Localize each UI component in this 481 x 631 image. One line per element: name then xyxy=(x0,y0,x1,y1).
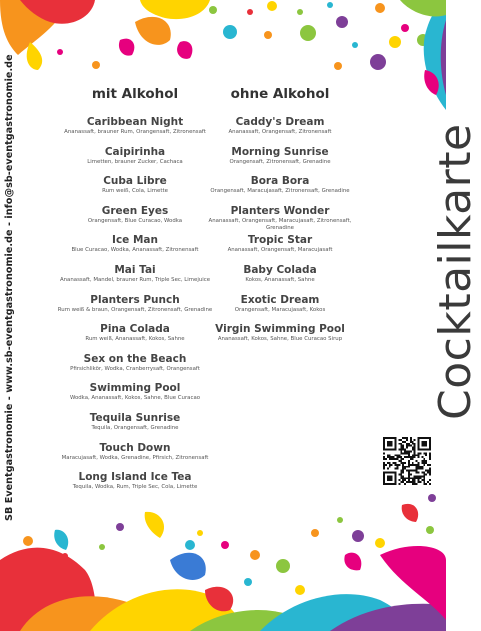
drink-item xyxy=(55,382,215,412)
drink-item xyxy=(55,205,215,235)
top-dot-15 xyxy=(92,61,100,69)
drink-ingredients: Orangensaft, Zitronensaft, Grenadine xyxy=(229,158,331,165)
drink-ingredients: Rum weiß, Cola, Limette xyxy=(102,188,168,195)
bottom-magenta-drop xyxy=(344,553,361,571)
top-dot-14 xyxy=(57,49,63,55)
drink-ingredients: Ananassaft, Kokos, Sahne, Blue Curacao Sirup xyxy=(217,336,343,343)
top-dot-4 xyxy=(267,1,277,11)
bottom-dot-14 xyxy=(295,585,305,595)
bottom-dot-5 xyxy=(221,541,229,549)
bottom-dot-11 xyxy=(352,530,364,542)
drink-name: Ice Man xyxy=(112,234,158,247)
top-dot-2 xyxy=(209,6,217,14)
drink-item xyxy=(205,234,355,264)
top-dot-8 xyxy=(336,16,348,28)
top-dot-12 xyxy=(401,24,409,32)
top-dot-9 xyxy=(327,2,333,8)
drink-ingredients: Limetten, brauner Zucker, Cachaca xyxy=(87,158,183,165)
bottom-dot-1 xyxy=(116,523,124,531)
drink-item xyxy=(205,116,355,146)
drink-ingredients: Rum weiß & braun, Orangensaft, Zitronensaft, Grenadine xyxy=(57,306,213,313)
drink-name: Mai Tai xyxy=(114,263,156,276)
bottom-dot-13 xyxy=(426,526,434,534)
drink-name: Touch Down xyxy=(99,441,171,454)
drink-ingredients: Tequila, Orangensaft, Grenadine xyxy=(91,424,179,431)
drink-item xyxy=(55,353,215,383)
non-alcoholic-column xyxy=(205,86,355,353)
bottom-dot-10 xyxy=(375,538,385,548)
drink-ingredients: Maracujasaft, Wodka, Grenadine, Pfirsich, Zitronensaft xyxy=(61,454,209,461)
drink-name: Virgin Swimming Pool xyxy=(215,323,345,336)
drink-item xyxy=(55,471,215,501)
drink-name: Tropic Star xyxy=(247,234,313,247)
bottom-yellow-drop xyxy=(145,512,164,538)
drink-ingredients: Kokos, Ananassaft, Sahne xyxy=(245,276,315,283)
bottom-blue-splash xyxy=(170,553,206,580)
drink-ingredients: Tequila, Wodka, Rum, Triple Sec, Cola, Limette xyxy=(72,484,198,491)
top-dot-6 xyxy=(297,9,303,15)
bottom-dot-16 xyxy=(62,553,68,559)
bottom-dot-6 xyxy=(250,550,260,560)
bottom-right-red-drop xyxy=(402,504,418,522)
drink-name: Planters Punch xyxy=(90,293,180,306)
drink-item xyxy=(205,264,355,294)
drink-item xyxy=(205,294,355,324)
drink-name: Planters Wonder xyxy=(230,204,330,217)
bottom-dot-17 xyxy=(23,536,33,546)
drink-ingredients: Orangensaft, Maracujasaft, Kokos xyxy=(234,306,326,313)
drink-item xyxy=(205,205,355,235)
bottom-dot-12 xyxy=(428,494,436,502)
bottom-dot-2 xyxy=(99,544,105,550)
drink-name: Exotic Dream xyxy=(240,293,320,306)
top-dot-10 xyxy=(375,3,385,13)
drink-name: Cuba Libre xyxy=(103,175,167,188)
drink-item xyxy=(55,323,215,353)
bottom-dot-9 xyxy=(337,517,343,523)
alcoholic-heading: mit Alkohol xyxy=(91,86,179,102)
drink-ingredients: Orangensaft, Maracujasaft, Zitronensaft, Grenadine xyxy=(210,188,350,195)
drink-item xyxy=(55,264,215,294)
drink-item xyxy=(205,323,355,353)
top-dot-13 xyxy=(352,42,358,48)
bottom-dot-4 xyxy=(185,540,195,550)
drink-name: Long Island Ice Tea xyxy=(78,471,192,484)
top-dot-3 xyxy=(247,9,253,15)
drink-item xyxy=(55,442,215,472)
bottom-dot-8 xyxy=(311,529,319,537)
top-dot-11 xyxy=(389,36,401,48)
drink-item xyxy=(55,116,215,146)
top-pink-drop xyxy=(177,41,192,59)
top-dot-1 xyxy=(223,25,237,39)
drink-ingredients: Pfirsichlikör, Wodka, Cranberrysaft, Orangensaft xyxy=(70,365,200,372)
drink-ingredients: Ananassaft, Orangensaft, Zitronensaft xyxy=(228,129,332,135)
drink-item xyxy=(55,412,215,442)
top-dot-5 xyxy=(264,31,272,39)
non-alcoholic-heading: ohne Alkohol xyxy=(230,86,330,102)
bottom-dot-3 xyxy=(197,530,203,536)
page-title: Cocktailkarte xyxy=(430,123,481,420)
drink-name: Swimming Pool xyxy=(89,382,181,395)
drink-item xyxy=(205,175,355,205)
qr-code xyxy=(383,437,431,485)
drink-name: Baby Colada xyxy=(243,263,317,276)
contact-vertical-text: SB Eventgastronomie - www.sb-eventgastronomie.de - info@sb-eventgastronomie.de xyxy=(4,54,15,521)
drink-name: Caipirinha xyxy=(104,145,166,158)
top-right-green xyxy=(400,0,446,17)
bottom-dot-15 xyxy=(244,578,252,586)
drink-item xyxy=(205,146,355,176)
drink-name: Bora Bora xyxy=(250,175,310,188)
drink-name: Morning Sunrise xyxy=(231,145,329,158)
top-left-yellow-drop xyxy=(27,42,42,70)
drink-item xyxy=(55,146,215,176)
drink-ingredients: Ananassaft, Orangensaft, Maracujasaft, Zitronensaft, Grenadine xyxy=(208,217,352,231)
drink-ingredients: Orangensaft, Blue Curacao, Wodka xyxy=(87,217,183,224)
drink-ingredients: Rum weiß, Ananassaft, Kokos, Sahne xyxy=(85,336,185,343)
top-dot-17 xyxy=(334,62,342,70)
top-yellow-splash xyxy=(140,0,210,19)
drink-ingredients: Ananassaft, Mandel, brauner Rum, Triple Sec, Limejuice xyxy=(59,276,211,283)
drink-name: Tequila Sunrise xyxy=(89,411,181,424)
drink-name: Pina Colada xyxy=(100,323,170,336)
drink-item xyxy=(55,294,215,324)
drink-name: Green Eyes xyxy=(101,204,169,217)
drink-ingredients: Ananassaft, brauner Rum, Orangensaft, Zitronensaft xyxy=(64,129,206,135)
non-alcoholic-drink-list xyxy=(205,116,355,353)
alcoholic-column xyxy=(55,86,215,501)
drink-name: Caddy's Dream xyxy=(235,116,325,128)
top-orange-splash xyxy=(135,17,171,45)
drink-ingredients: Blue Curacao, Wodka, Ananassaft, Zitronensaft xyxy=(71,247,199,254)
top-dot-7 xyxy=(300,25,316,41)
bottom-dot-7 xyxy=(276,559,290,573)
drink-name: Caribbean Night xyxy=(86,116,184,128)
drink-name: Sex on the Beach xyxy=(83,352,187,365)
bottom-cyan-drop xyxy=(54,530,68,550)
top-magenta-drop xyxy=(119,39,134,56)
alcoholic-drink-list xyxy=(55,116,215,501)
drink-item xyxy=(55,175,215,205)
drink-item xyxy=(55,234,215,264)
top-dot-16 xyxy=(370,54,386,70)
drink-ingredients: Wodka, Ananassaft, Kokos, Sahne, Blue Curacao xyxy=(69,395,201,402)
drink-ingredients: Ananassaft, Orangensaft, Maracujasaft xyxy=(227,247,333,254)
